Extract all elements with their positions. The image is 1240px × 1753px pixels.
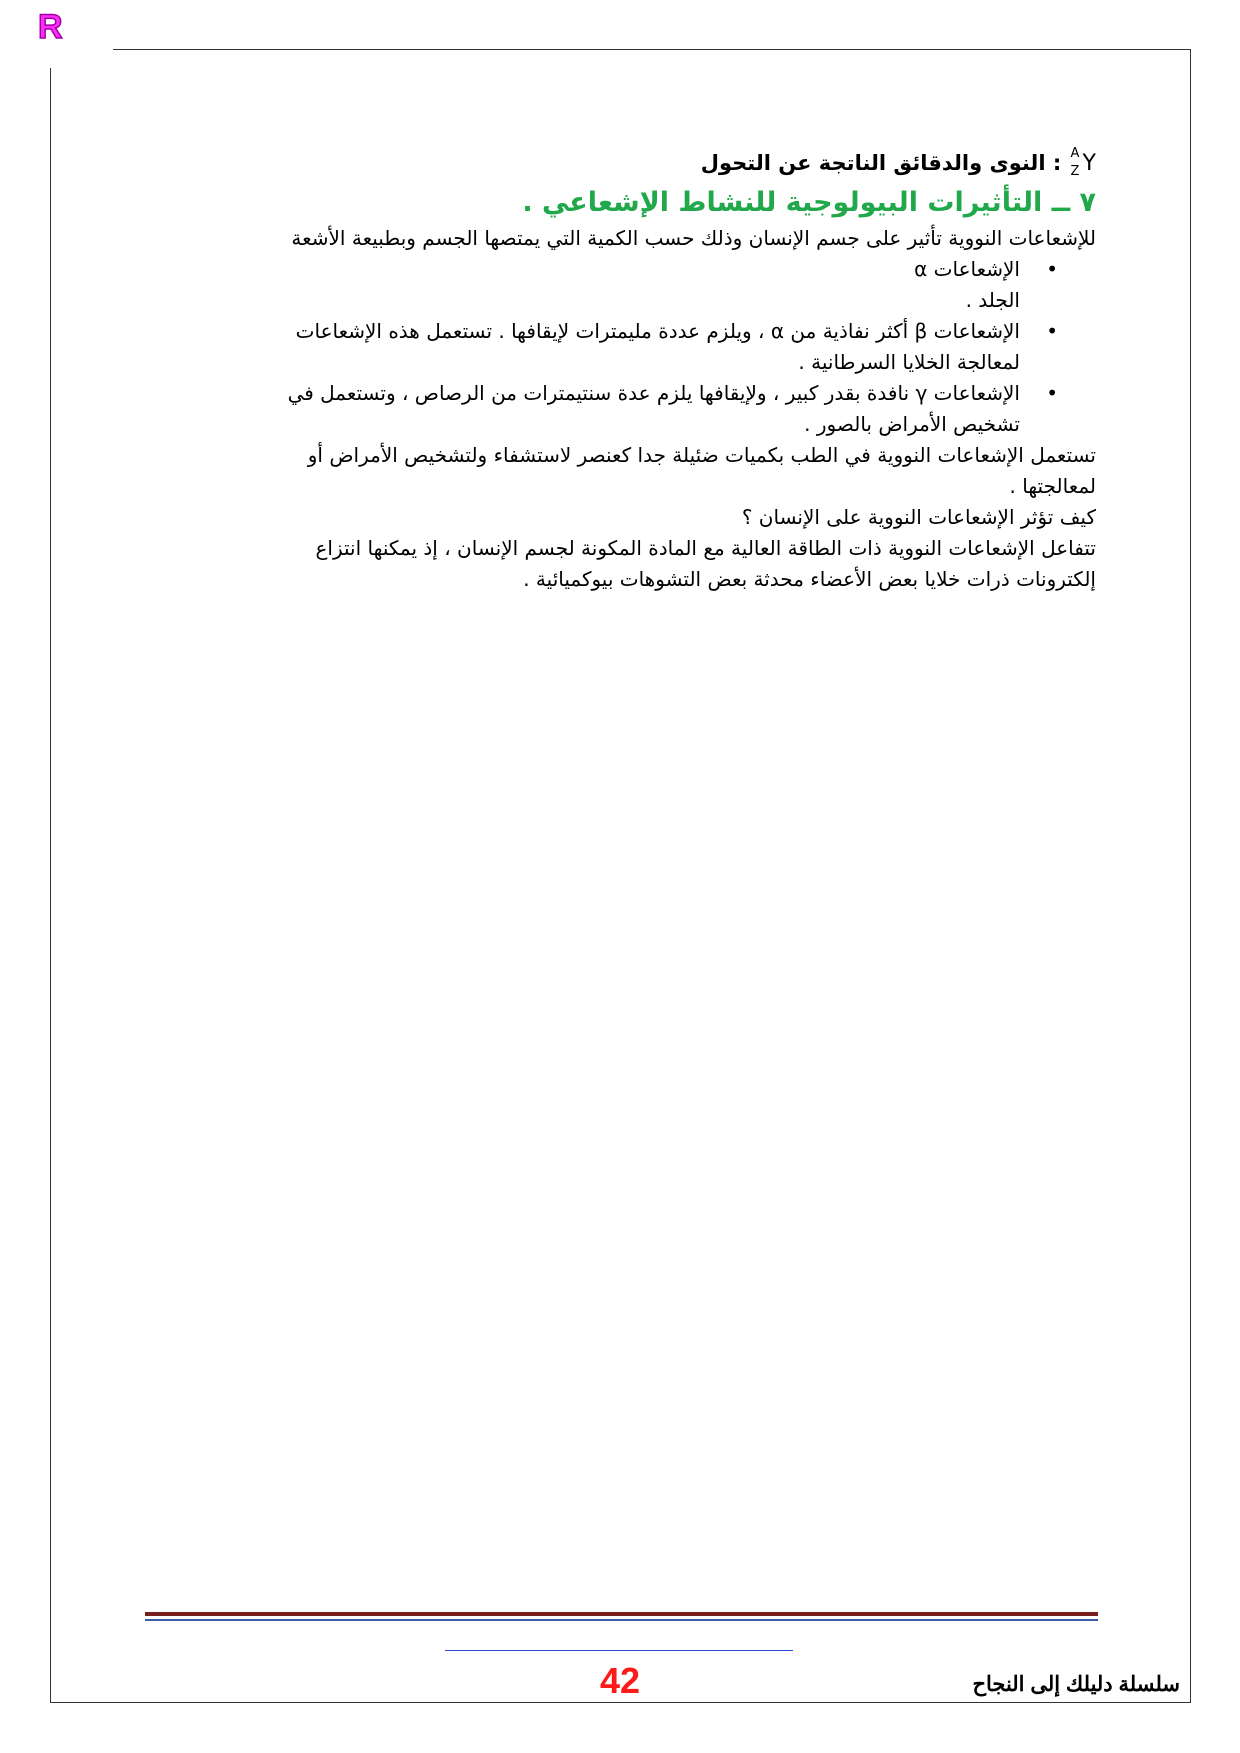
corner-logo: R: [38, 8, 63, 46]
bullet-beta-line1: الإشعاعات β أكثر نفاذية من α ، ويلزم عددة مليمترات لإيقافها . تستعمل هذه الإشعاعات: [295, 319, 1020, 343]
nuclide-colon: :: [1045, 151, 1069, 175]
radiation-bullet-list: [148, 254, 1096, 440]
page-number: 42: [599, 1660, 641, 1701]
series-title: سلسلة دليلك إلى النجاح: [972, 1673, 1180, 1696]
nuclide-notation: [1069, 146, 1096, 182]
nuclide-label: النوى والدقائق الناتجة عن التحول: [700, 151, 1046, 175]
nuclide-mass-number: A: [1070, 146, 1080, 161]
page-frame-left: [50, 68, 51, 1703]
answer-line2: إلكترونات ذرات خلايا بعض الأعضاء محدثة بعض التشوهات بيوكميائية .: [523, 567, 1096, 591]
medicine-paragraph-line1: تستعمل الإشعاعات النووية في الطب بكميات ضئيلة جدا كعنصر لاستشفاء ولتشخيص الأمراض أو: [307, 443, 1096, 467]
page-frame-top: [113, 49, 1191, 50]
intro-paragraph: للإشعاعات النووية تأثير على جسم الإنسان وذلك حسب الكمية التي يمتصها الجسم وبطبيعة الأشعة: [291, 226, 1096, 250]
question-line: كيف تؤثر الإشعاعات النووية على الإنسان ؟: [741, 505, 1096, 529]
answer-line1: تتفاعل الإشعاعات النووية ذات الطاقة العالية مع المادة المكونة لجسم الإنسان ، إذ يمكنها انتزاع: [315, 536, 1096, 560]
nuclide-line: [148, 145, 1096, 181]
section-heading: ٧ ــ التأثيرات البيولوجية للنشاط الإشعاعي .: [522, 187, 1096, 218]
bullet-dot-icon: •: [1046, 319, 1058, 343]
bullet-alpha-line1: الإشعاعات α: [914, 257, 1020, 281]
bullet-gamma-line2: تشخيص الأمراض بالصور .: [804, 412, 1020, 436]
bullet-dot-icon: •: [1046, 257, 1058, 281]
footer-rule-blue: [445, 1650, 793, 1651]
bullet-dot-icon: •: [1046, 381, 1058, 405]
footer-rule-thin: [145, 1619, 1098, 1621]
bullet-beta: [148, 316, 1096, 378]
page-frame-bottom: [50, 1702, 1191, 1703]
bullet-gamma: [148, 378, 1096, 440]
bullet-alpha-line2: الجلد .: [965, 288, 1020, 312]
bullet-alpha: [148, 254, 1096, 316]
page-frame-right: [1190, 49, 1191, 1703]
medicine-paragraph-line2: لمعالجتها .: [1009, 474, 1096, 498]
nuclide-atomic-number: Z: [1070, 164, 1080, 179]
bullet-gamma-line1: الإشعاعات γ نافدة بقدر كبير ، ولإيقافها يلزم عدة سنتيمترات من الرصاص ، وتستعمل في: [287, 381, 1020, 405]
bullet-beta-line2: لمعالجة الخلايا السرطانية .: [798, 350, 1020, 374]
footer-rule-thick: [145, 1612, 1098, 1616]
document-body: [148, 145, 1096, 595]
nuclide-symbol: Y: [1082, 151, 1096, 176]
